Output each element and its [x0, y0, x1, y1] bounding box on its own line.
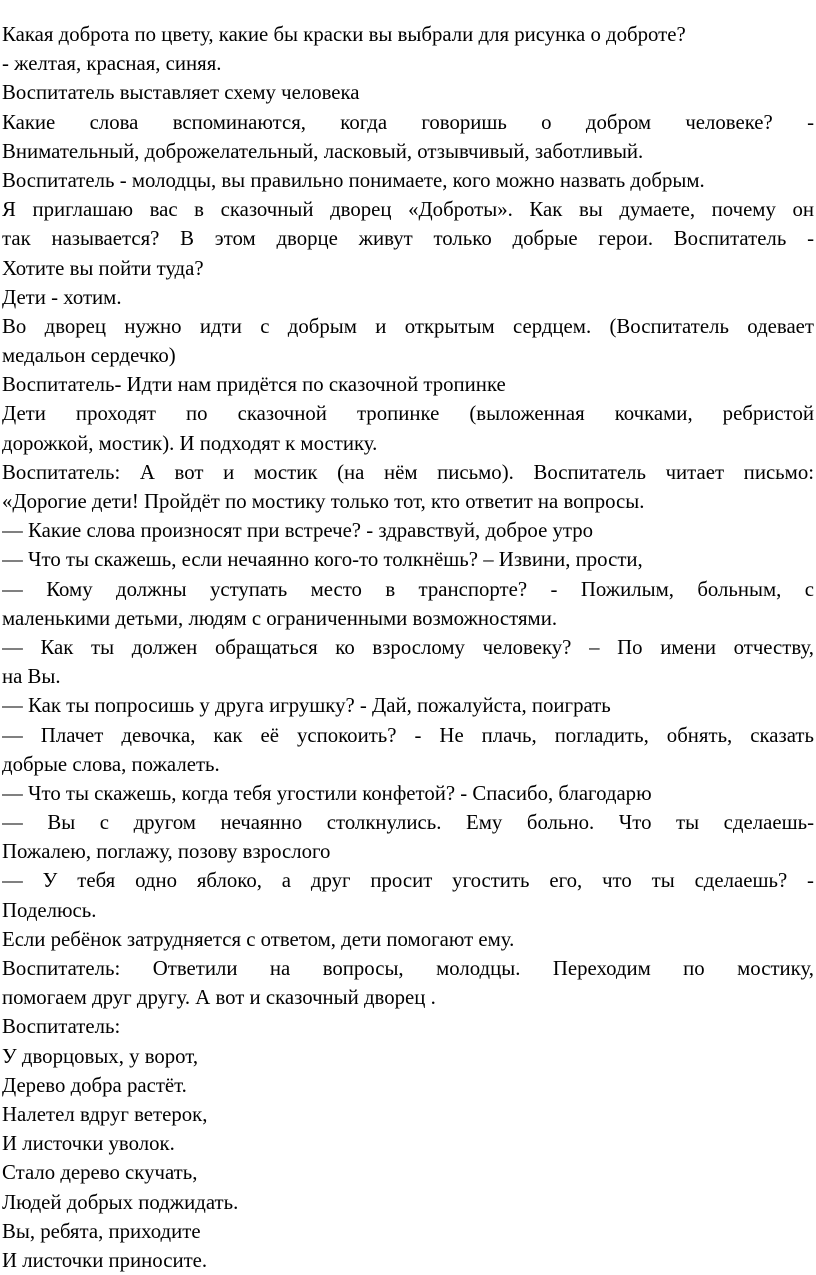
text-line: Людей добрых поджидать.: [2, 1190, 239, 1214]
text-line: «Дорогие дети! Пройдёт по мостику только тот, кто ответит на вопросы.: [2, 490, 645, 513]
text-line: Поделюсь.: [2, 898, 97, 922]
text-line: — Кому должны уступать место в транспорте? - Пожилым, больным, с: [2, 577, 814, 601]
text-line: Внимательный, доброжелательный, ласковый, отзывчивый, заботливый.: [2, 139, 644, 163]
text-line: Во дворец нужно идти с добрым и открытым сердцем. (Воспитатель одевает: [2, 314, 814, 338]
text-line: — Как ты попросишь у друга игрушку? - Дай, пожалуйста, поиграть: [2, 694, 611, 718]
text-line: Какая доброта по цвету, какие бы краски вы выбрали для рисунка о доброте?: [2, 23, 686, 46]
document-page: [2, 20, 814, 1275]
text-line: Дерево добра растёт.: [2, 1073, 187, 1097]
text-line: Воспитатель:: [2, 1015, 121, 1039]
text-line: Дети проходят по сказочной тропинке (выложенная кочками, ребристой: [2, 402, 814, 426]
text-line: — Что ты скажешь, когда тебя угостили конфетой? - Спасибо, благодарю: [2, 781, 652, 805]
text-line: на Вы.: [2, 665, 61, 689]
text-line: Если ребёнок затрудняется с ответом, дети помогают ему.: [2, 927, 515, 951]
text-line: — Что ты скажешь, если нечаянно кого-то толкнёшь? – Извини, прости,: [2, 548, 643, 572]
text-line: И листочки приносите.: [2, 1248, 208, 1272]
text-line: Я приглашаю вас в сказочный дворец «Доброты». Как вы думаете, почему он: [2, 198, 814, 222]
text-line: помогаем друг другу. А вот и сказочный дворец .: [2, 986, 436, 1010]
text-line: Вы, ребята, приходите: [2, 1219, 201, 1243]
text-line: дорожкой, мостик). И подходят к мостику.: [2, 431, 378, 455]
text-line: маленькими детьми, людям с ограниченными возможностями.: [2, 606, 558, 630]
text-line: — Вы с другом нечаянно столкнулись. Ему больно. Что ты сделаешь-: [2, 811, 814, 835]
text-line: Дети - хотим.: [2, 285, 122, 309]
text-line: - желтая, красная, синяя.: [2, 52, 222, 76]
text-line: добрые слова, пожалеть.: [2, 752, 220, 776]
text-line: — Плачет девочка, как её успокоить? - Не плачь, погладить, обнять, сказать: [2, 723, 814, 747]
text-line: — Какие слова произносят при встрече? - здравствуй, доброе утро: [2, 519, 594, 543]
text-line: Какие слова вспоминаются, когда говоришь о добром человеке? -: [2, 110, 814, 134]
text-line: Стало дерево скучать,: [2, 1161, 198, 1185]
text-line: У дворцовых, у ворот,: [2, 1044, 199, 1068]
text-line: медальон сердечко): [2, 344, 176, 368]
text-line: Воспитатель - молодцы, вы правильно понимаете, кого можно назвать добрым.: [2, 168, 705, 192]
text-line: И листочки уволок.: [2, 1132, 175, 1156]
text-line: Воспитатель выставляет схему человека: [2, 81, 360, 105]
text-line: Воспитатель- Идти нам придётся по сказочной тропинке: [2, 373, 506, 397]
text-line: Пожалею, поглажу, позову взрослого: [2, 840, 331, 864]
text-line: Налетел вдруг ветерок,: [2, 1102, 208, 1126]
text-line: так называется? В этом дворце живут только добрые герои. Воспитатель -: [2, 227, 814, 251]
text-line: Хотите вы пойти туда?: [2, 256, 204, 280]
text-line: — Как ты должен обращаться ко взрослому человеку? – По имени отчеству,: [2, 635, 814, 659]
text-line: Воспитатель: А вот и мостик (на нём письмо). Воспитатель читает письмо:: [2, 460, 814, 484]
text-line: Воспитатель: Ответили на вопросы, молодцы. Переходим по мостику,: [2, 957, 814, 980]
text-line: — У тебя одно яблоко, а друг просит угостить его, что ты сделаешь? -: [2, 869, 814, 893]
